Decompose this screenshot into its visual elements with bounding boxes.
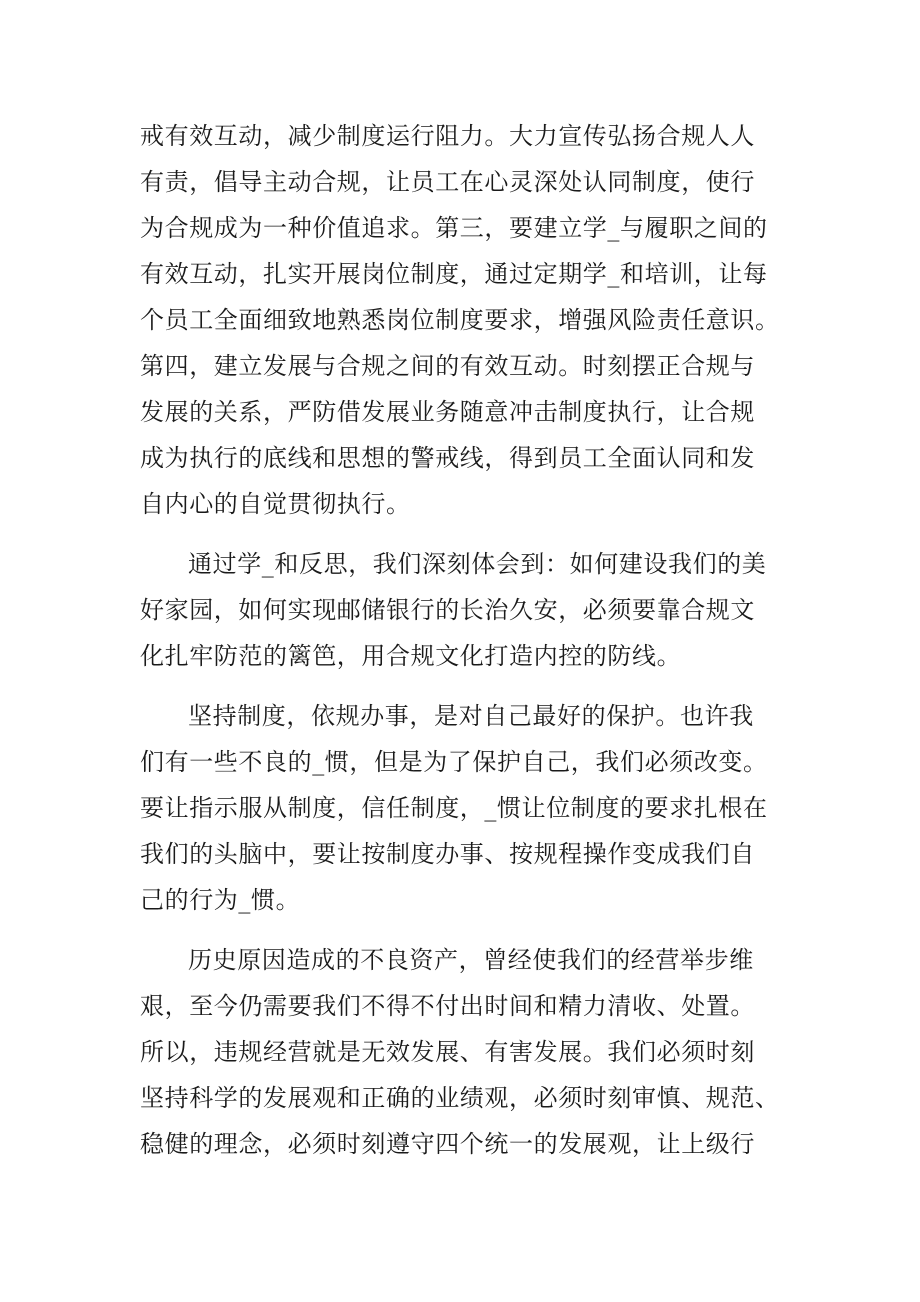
text-line: 所以，违规经营就是无效发展、有害发展。我们必须时刻 xyxy=(140,1038,755,1066)
paragraph-2 xyxy=(140,541,780,679)
text-line: 艰，至今仍需要我们不得不付出时间和精力清收、处置。 xyxy=(140,992,755,1020)
text-line: 有效互动，扎实开展岗位制度，通过定期学_和培训，让每 xyxy=(140,260,768,288)
text-line: 发展的关系，严防借发展业务随意冲击制度执行，让合规 xyxy=(140,398,755,426)
text-line: 要让指示服从制度，信任制度，_惯让位制度的要求扎根在 xyxy=(140,794,768,822)
text-line: 戒有效互动，减少制度运行阻力。大力宣传弘扬合规人人 xyxy=(140,122,755,150)
text-line: 好家园，如何实现邮储银行的长治久安，必须要靠合规文 xyxy=(140,596,755,624)
text-line: 们有一些不良的_惯，但是为了保护自己，我们必须改变。 xyxy=(140,748,768,776)
text-line: 第四，建立发展与合规之间的有效互动。时刻摆正合规与 xyxy=(140,352,755,380)
text-line: 成为执行的底线和思想的警戒线，得到员工全面认同和发 xyxy=(140,444,755,472)
text-line: 坚持科学的发展观和正确的业绩观，必须时刻审慎、规范、 xyxy=(140,1084,780,1112)
paragraph-1 xyxy=(140,113,780,527)
text-line: 通过学_和反思，我们深刻体会到：如何建设我们的美 xyxy=(188,550,767,578)
text-line: 自内心的自觉贯彻执行。 xyxy=(140,490,411,518)
text-line: 为合规成为一种价值追求。第三，要建立学_与履职之间的 xyxy=(140,214,768,242)
text-line: 己的行为_惯。 xyxy=(140,886,301,914)
text-line: 我们的头脑中，要让按制度办事、按规程操作变成我们自 xyxy=(140,840,755,868)
text-line: 历史原因造成的不良资产，曾经使我们的经营举步维 xyxy=(188,946,754,974)
text-line: 化扎牢防范的篱笆，用合规文化打造内控的防线。 xyxy=(140,642,682,670)
text-line: 个员工全面细致地熟悉岗位制度要求，增强风险责任意识。 xyxy=(140,306,780,334)
document-body xyxy=(140,113,780,1181)
text-line: 有责，倡导主动合规，让员工在心灵深处认同制度，使行 xyxy=(140,168,755,196)
text-line: 稳健的理念，必须时刻遵守四个统一的发展观，让上级行 xyxy=(140,1130,755,1158)
paragraph-3 xyxy=(140,693,780,923)
text-line: 坚持制度，依规办事，是对自己最好的保护。也许我 xyxy=(188,702,754,730)
paragraph-4 xyxy=(140,937,780,1167)
